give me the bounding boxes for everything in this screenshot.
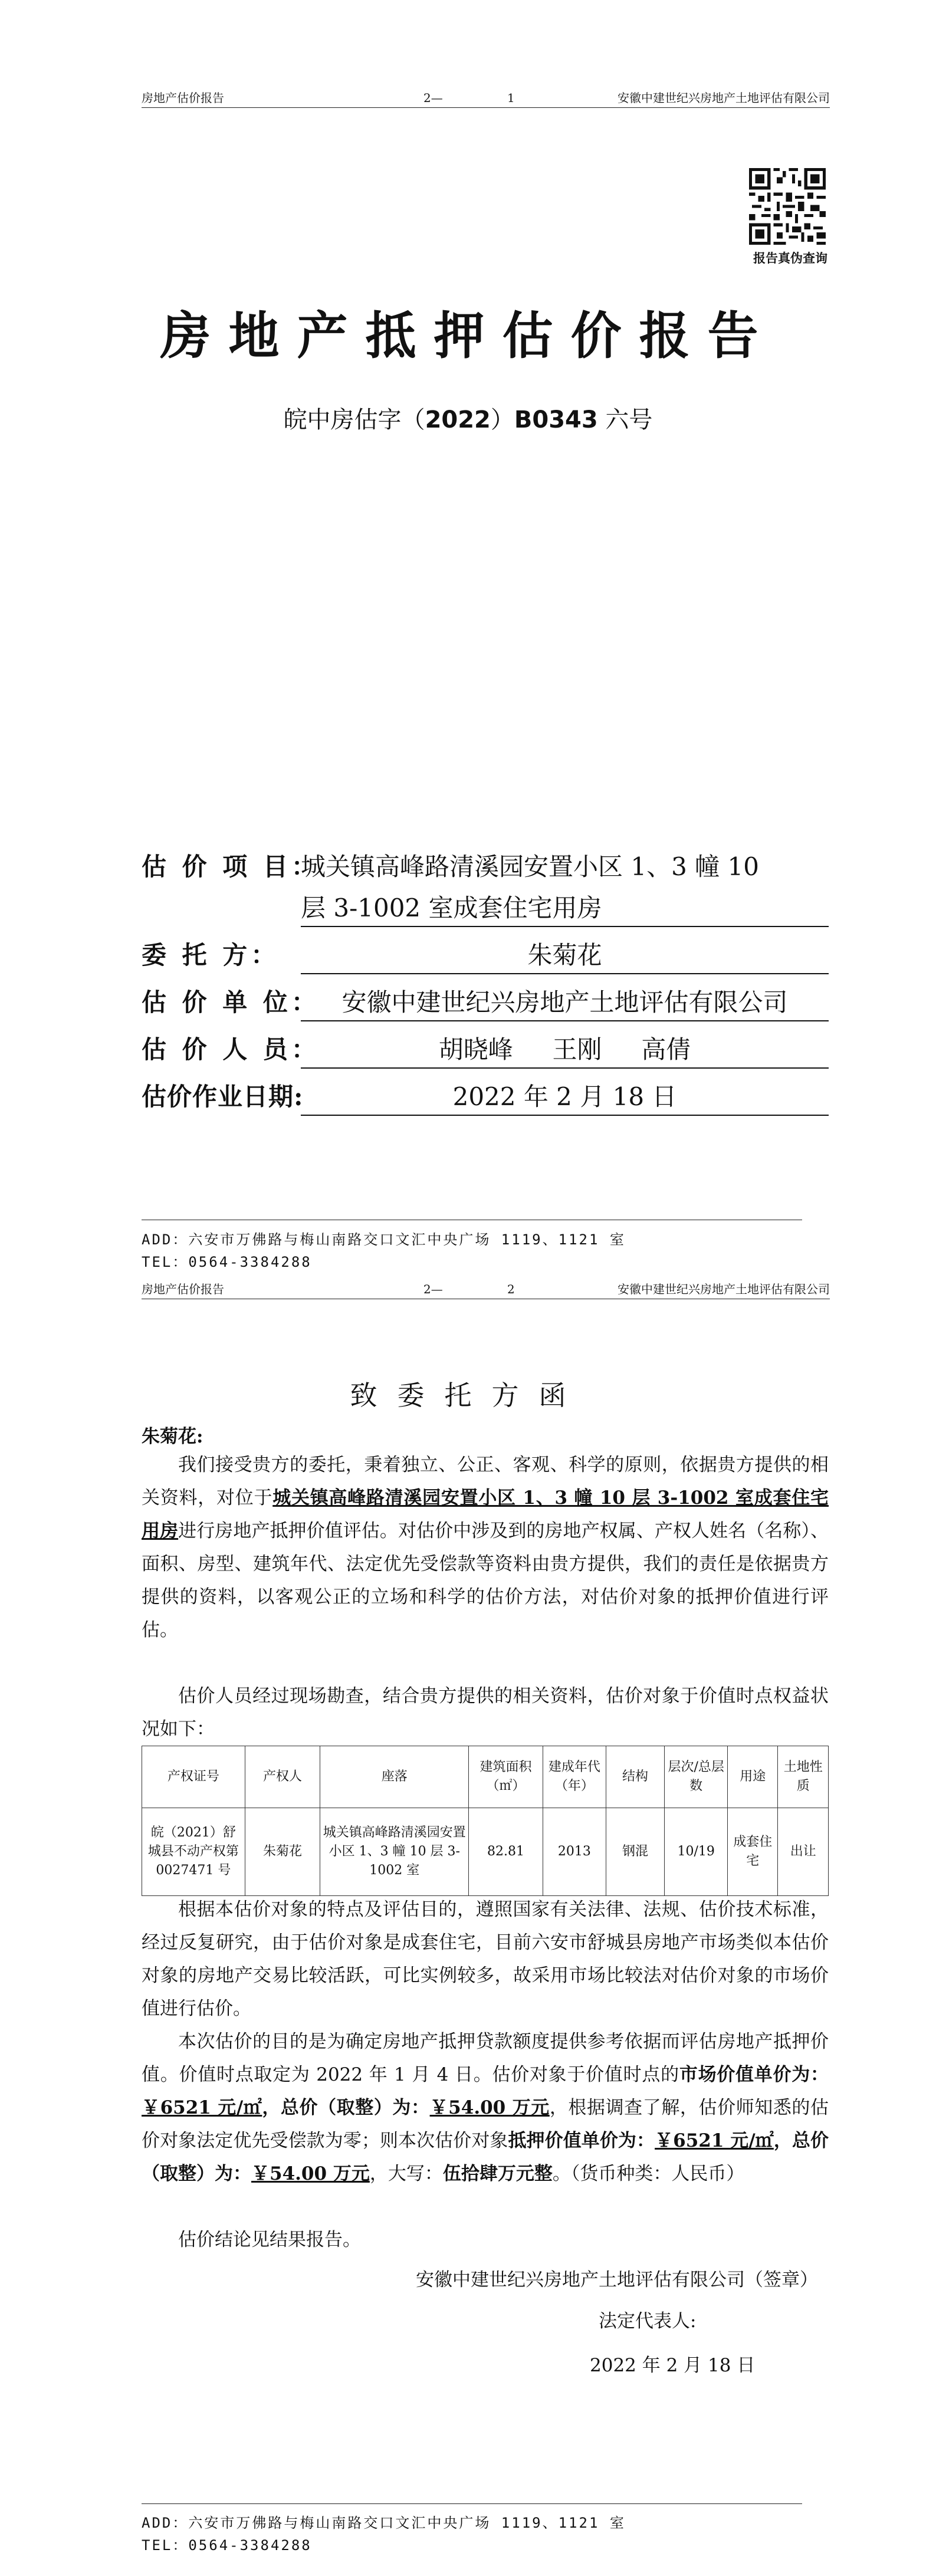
td-floor: 10/19 [665, 1808, 728, 1896]
header-left: 房地产估价报告 [142, 1282, 224, 1296]
ref-suffix: 六号 [597, 406, 653, 433]
ref-year: 2022 [425, 406, 491, 433]
footer-phone: TEL：0564-3384288 [142, 1254, 312, 1270]
header-page-prefix: 2— [423, 91, 443, 105]
field-unit-label: 估 价 单 位： [142, 988, 320, 1017]
td-use: 成套住宅 [728, 1808, 778, 1896]
paragraph-3: 根据本估价对象的特点及评估目的，遵照国家有关法律、法规、估价技术标准，经过反复研究，由于估价对象是成套住宅，目前六安市舒城县房地产市场类似本估价对象的房地产交易比较活跃，可比实例较多，故采用市场比较法对估价对象的市场价值进行估价。 [142, 1899, 829, 2019]
field-date-label: 估价作业日期: [142, 1082, 304, 1111]
qr-code-icon[interactable] [749, 168, 826, 245]
paragraph-4 [142, 2025, 829, 2190]
p4-text-e: 。（货币种类：人民币） [552, 2163, 745, 2184]
p1-property-address: 城关镇高峰路清溪园安置小区 1、3 幢 10 层 3-1002 室成套住宅用房 [142, 1487, 829, 1542]
td-owner: 朱菊花 [245, 1808, 320, 1896]
td-structure: 钢混 [606, 1808, 665, 1896]
p4-text-c: ，根据调查了解，估价师知悉的估价对象法定优先受偿款为零；则本次估价对象 [142, 2097, 829, 2151]
field-unit-value: 安徽中建世纪兴房地产土地评估有限公司 [301, 985, 829, 1021]
field-project-label: 估 价 项 目： [142, 852, 320, 881]
field-project-value-line1: 城关镇高峰路清溪园安置小区 1、3 幢 10 [301, 852, 759, 881]
field-client-value: 朱菊花 [301, 938, 829, 974]
field-project-value-line2: 层 3-1002 室成套住宅用房 [301, 891, 829, 927]
td-year: 2013 [543, 1808, 606, 1896]
td-area: 82.81 [469, 1808, 543, 1896]
th-location: 座落 [320, 1746, 469, 1808]
property-info-table [142, 1746, 829, 1896]
td-location: 城关镇高峰路清溪园安置小区 1、3 幢 10 层 3-1002 室 [320, 1808, 469, 1896]
letter-title: 致委托方函 [350, 1379, 586, 1411]
paragraph-2: 估价人员经过现场勘查，结合贵方提供的相关资料，估价对象于价值时点权益状况如下： [142, 1685, 829, 1740]
p4-market-total-price: ￥54.00 万元 [429, 2097, 550, 2118]
p4-text-d: ，大写： [369, 2163, 443, 2184]
p4-market-unit-price: ￥6521 元/㎡ [142, 2097, 262, 2118]
th-land-nature: 土地性质 [778, 1746, 829, 1808]
ref-code: B0343 [514, 406, 598, 433]
field-staff-value: 胡晓峰 王刚 高倩 [301, 1032, 829, 1069]
header-page-num: 1 [507, 91, 515, 105]
signature-date: 2022 年 2 月 18 日 [590, 2355, 756, 2376]
p4-market-total-label: ，总价（取整）为： [262, 2097, 430, 2118]
report-reference-number [0, 401, 936, 435]
th-floor: 层次/总层数 [665, 1746, 728, 1808]
ref-mid: ） [490, 406, 514, 433]
th-use: 用途 [728, 1746, 778, 1808]
td-land-nature: 出让 [778, 1808, 829, 1896]
p1-text-b: 进行房地产抵押价值评估。对估价中涉及到的房地产权属、产权人姓名（名称）、面积、房型、建筑年代、法定优先受偿款等资料由贵方提供，我们的责任是依据贵方提供的资料，以客观公正的立场和科学的估价方法，对估价对象的抵押价值进行评估。 [142, 1520, 829, 1641]
th-owner: 产权人 [245, 1746, 320, 1808]
header-page-prefix: 2— [423, 1282, 443, 1296]
th-area: 建筑面积（㎡） [469, 1746, 543, 1808]
letter-salutation: 朱菊花: [142, 1426, 203, 1447]
paragraph-1 [142, 1448, 829, 1647]
table-header-row [142, 1746, 829, 1808]
footer-divider [142, 2503, 802, 2504]
td-cert-no: 皖（2021）舒城县不动产权第 0027471 号 [142, 1808, 245, 1896]
footer-address: ADD：六安市万佛路与梅山南路交口文汇中央广场 1119、1121 室 [142, 2515, 626, 2531]
header-right: 安徽中建世纪兴房地产土地评估有限公司 [618, 91, 830, 105]
ref-prefix: 皖中房估字（ [283, 406, 425, 433]
th-structure: 结构 [606, 1746, 665, 1808]
th-year: 建成年代（年） [543, 1746, 606, 1808]
page-header [142, 88, 830, 108]
p1-text-a: 我们接受贵方的委托，秉着独立、公正、客观、科学的原则，依据贵方提供的相关资料，对位于 [142, 1454, 829, 1509]
p4-market-unit-label: 市场价值单价为： [679, 2064, 829, 2085]
p4-amount-in-words: 伍拾肆万元整 [442, 2163, 553, 2184]
field-staff-label: 估 价 人 员： [142, 1035, 320, 1064]
header-right: 安徽中建世纪兴房地产土地评估有限公司 [618, 1282, 830, 1296]
p4-mortgage-total-label: ，总价（取整）为： [142, 2130, 829, 2184]
footer-phone: TEL：0564-3384288 [142, 2537, 312, 2554]
report-title: 房地产抵押估价报告 [160, 306, 776, 366]
p4-mortgage-unit-label: 抵押价值单价为： [508, 2130, 655, 2151]
p4-mortgage-total-price: ￥54.00 万元 [251, 2163, 370, 2184]
signature-company: 安徽中建世纪兴房地产土地评估有限公司（签章） [416, 2269, 818, 2291]
signature-representative: 法定代表人: [599, 2311, 697, 2332]
header-left: 房地产估价报告 [142, 91, 224, 105]
header-page-num: 2 [507, 1282, 515, 1296]
page-header [142, 1280, 830, 1299]
p4-text-a: 本次估价的目的是为确定房地产抵押贷款额度提供参考依据而评估房地产抵押价值。价值时点取定为 2022 年 1 月 4 日。估价对象于价值时点的 [142, 2031, 829, 2085]
th-cert-no: 产权证号 [142, 1746, 245, 1808]
paragraph-5: 估价结论见结果报告。 [178, 2229, 361, 2250]
field-date-value: 2022 年 2 月 18 日 [301, 1079, 829, 1116]
table-row [142, 1808, 829, 1896]
qr-caption: 报告真伪查询 [753, 251, 827, 265]
footer-address: ADD：六安市万佛路与梅山南路交口文汇中央广场 1119、1121 室 [142, 1231, 626, 1248]
p4-mortgage-unit-price: ￥6521 元/㎡ [655, 2130, 774, 2151]
field-client-label: 委 托 方： [142, 941, 280, 970]
